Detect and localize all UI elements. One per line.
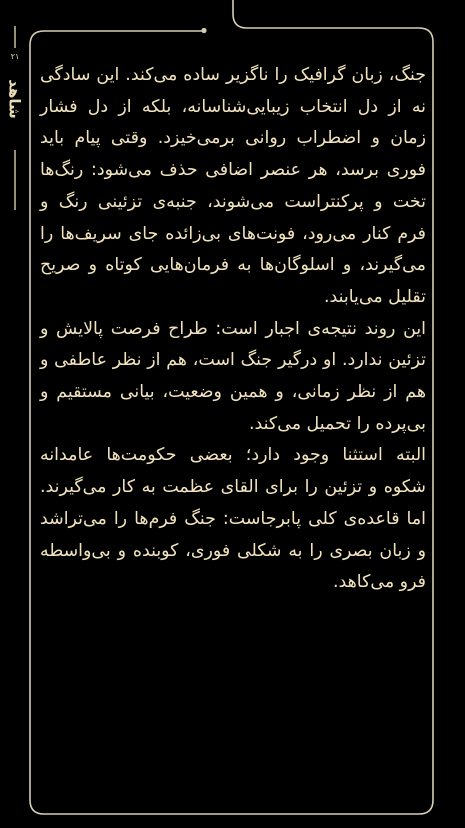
article-paragraph-3: البته استثنا وجود دارد؛ بعضی حکومت‌ها عامدانه شکوه و تزئین را برای القای عظمت به کار می‌گیرند. اما قاعده‌ی کلی پابرجاست: جنگ فرم‌ها را می‌تراشد و زبان بصری را به شکلی فوری، کوبنده و بی‌واسطه فرو می‌کاهد. [40, 445, 426, 593]
frame-dot [201, 28, 206, 33]
page-number: ۲۱ [10, 52, 20, 61]
article-paragraph-1: جنگ، زبان گرافیک را ناگزیر ساده می‌کند. این سادگی نه از دل انتخاب زیبایی‌شناسانه، بلکه از دل فشار زمان و اضطراب روانی برمی‌خیزد. وقتی پیام باید فوری برسد، هر عنصر اضافی حذف می‌شود: رنگ‌ها تخت و پرکنتراست می‌شوند، جنبه‌ی تزئینی رنگ و فرم کنار می‌رود، فونت‌های بی‌زائده جای سریف‌ها را می‌گیرند، و اسلوگان‌ها به فرمان‌هایی کوتاه و صریح تقلیل می‌یابند. [40, 65, 426, 307]
article-body [40, 60, 426, 599]
magazine-logo [3, 54, 27, 144]
article-paragraph-2: این روند نتیجه‌ی اجبار است: طراح فرصت پالایش و تزئین ندارد. او درگیر جنگ است، هم از نظر عاطفی و هم از نظر زمانی، و همین وضعیت، بیانی مستقیم و بی‌پرده را تحمیل می‌کند. [40, 318, 426, 434]
magazine-logo-text: شاهد [6, 79, 25, 119]
